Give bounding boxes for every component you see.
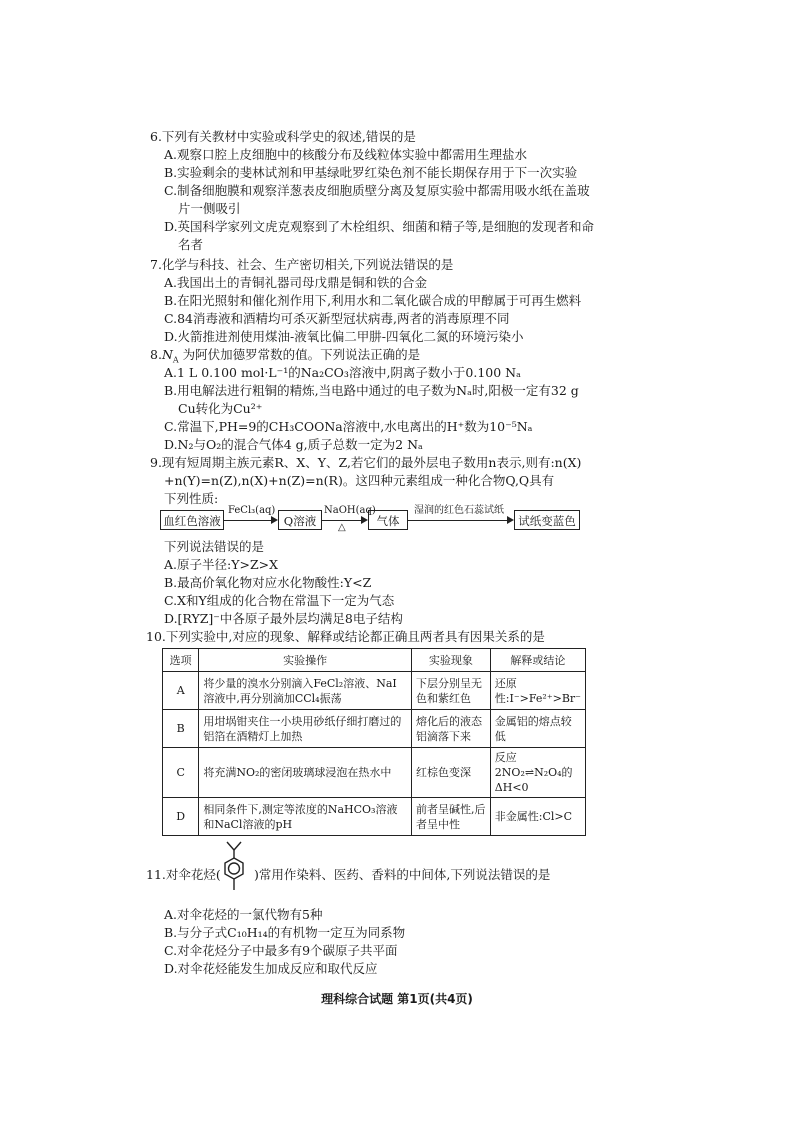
table-row xyxy=(163,672,586,710)
q6-option-b: B.实验剩余的斐林试剂和甲基绿吡罗红染色剂不能长期保存用于下一次实验 xyxy=(164,165,578,180)
flow-arrow-1 xyxy=(224,520,276,521)
q8-option-b-cont: Cu转化为Cu²⁺ xyxy=(178,401,263,416)
table-cell: 熔化后的液态铝滴落下来 xyxy=(412,710,491,748)
flow-box-paper-blue: 试纸变蓝色 xyxy=(514,510,580,530)
q11-option-d: D.对伞花烃能发生加成反应和取代反应 xyxy=(164,961,378,976)
table-cell: 还原性:I⁻>Fe²⁺>Br⁻ xyxy=(490,672,585,710)
table-cell: D xyxy=(163,798,199,836)
q11-option-b: B.与分子式C₁₀H₁₄的有机物一定互为同系物 xyxy=(164,925,406,940)
q9-option-b: B.最高价氧化物对应水化物酸性:Y<Z xyxy=(164,575,372,590)
q9-option-a: A.原子半径:Y>Z>X xyxy=(164,557,278,572)
table-header: 实验操作 xyxy=(199,649,412,672)
table-row xyxy=(163,710,586,748)
q7-option-b: B.在阳光照射和催化剂作用下,利用水和二氧化碳合成的甲醇属于可再生燃料 xyxy=(164,293,582,308)
q6-option-c-cont: 片一侧吸引 xyxy=(178,201,241,216)
q6-option-a: A.观察口腔上皮细胞中的核酸分布及线粒体实验中都需用生理盐水 xyxy=(164,147,528,162)
q6-option-d: D.英国科学家列文虎克观察到了木栓组织、细菌和精子等,是细胞的发现者和命 xyxy=(164,219,595,234)
flow-box-q-solution: Q溶液 xyxy=(278,510,322,530)
q8-stem-line: $8.N_A$ 为阿伏加德罗常数的值。下列说法正确的是 xyxy=(150,347,421,365)
q7-option-a: A.我国出土的青铜礼器司母戊鼎是铜和铁的合金 xyxy=(164,275,428,290)
q8-option-d: D.N₂与O₂的混合气体4 g,质子总数一定为2 Nₐ xyxy=(164,437,423,452)
table-cell: 将充满NO₂的密闭玻璃球浸泡在热水中 xyxy=(199,748,412,798)
table-cell: 相同条件下,测定等浓度的NaHCO₃溶液和NaCl溶液的pH xyxy=(199,798,412,836)
table-header: 选项 xyxy=(163,649,199,672)
flow-arrow-2-label: NaOH(aq) xyxy=(324,505,376,516)
q9-stem-3: 下列性质: xyxy=(164,491,219,506)
flow-arrow-2 xyxy=(322,520,366,521)
flow-arrow-3-label: 湿润的红色石蕊试纸 xyxy=(414,505,504,516)
flow-arrow-2-heat: △ xyxy=(338,522,346,533)
table-cell: 金属铝的熔点较低 xyxy=(490,710,585,748)
q7-option-d: D.火箭推进剂使用煤油-液氧比偏二甲肼-四氧化二氮的环境污染小 xyxy=(164,329,524,344)
q9-stem-2: +n(Y)=n(Z),n(X)+n(Z)=n(R)。这四种元素组成一种化合物Q,Q具有 xyxy=(164,473,555,488)
q9-option-c: C.X和Y组成的化合物在常温下一定为气态 xyxy=(164,593,395,608)
q9-option-d: D.[RYZ]⁻中各原子最外层均满足8电子结构 xyxy=(164,611,403,626)
q11-option-c: C.对伞花烃分子中最多有9个碳原子共平面 xyxy=(164,943,398,958)
q11-option-a: A.对伞花烃的一氯代物有5种 xyxy=(164,907,323,922)
q9-reaction-flow xyxy=(160,505,580,534)
q6-option-c: C.制备细胞膜和观察洋葱表皮细胞质壁分离及复原实验中都需用吸水纸在盖玻 xyxy=(164,183,590,198)
flow-box-red-solution: 血红色溶液 xyxy=(160,510,224,530)
na-symbol: N xyxy=(161,347,173,362)
q8-option-b: B.用电解法进行粗铜的精炼,当电路中通过的电子数为Nₐ时,阳极一定有32 g xyxy=(164,383,579,398)
q8-option-c: C.常温下,PH=9的CH₃COONa溶液中,水电离出的H⁺数为10⁻⁵Nₐ xyxy=(164,419,533,434)
table-header-row xyxy=(163,649,586,672)
table-cell: C xyxy=(163,748,199,798)
q8-stem: 为阿伏加德罗常数的值。下列说法正确的是 xyxy=(182,347,421,362)
q9-sub-stem: 下列说法错误的是 xyxy=(164,539,265,554)
table-cell: 非金属性:Cl>C xyxy=(490,798,585,836)
table-row xyxy=(163,798,586,836)
flow-arrow-1-label: FeCl₃(aq) xyxy=(228,505,276,516)
table-cell: 下层分别呈无色和紫红色 xyxy=(412,672,491,710)
q10-experiment-table xyxy=(162,648,586,836)
q9-stem-1: 9.现有短周期主族元素R、X、Y、Z,若它们的最外层电子数用n表示,则有:n(X) xyxy=(150,455,582,470)
flow-box-gas: 气体 xyxy=(368,510,408,530)
q11-stem-pre: 11.对伞花烃( xyxy=(146,867,221,882)
table-cell: 前者呈碱性,后者呈中性 xyxy=(412,798,491,836)
table-row xyxy=(163,748,586,798)
q6-stem: 6.下列有关教材中实验或科学史的叙述,错误的是 xyxy=(150,129,416,144)
table-cell: B xyxy=(163,710,199,748)
table-cell: 反应2NO₂⇌N₂O₄的ΔH<0 xyxy=(490,748,585,798)
table-header: 解释或结论 xyxy=(490,649,585,672)
q10-stem: 10.下列实验中,对应的现象、解释或结论都正确且两者具有因果关系的是 xyxy=(146,629,545,644)
table-cell: 将少量的溴水分别滴入FeCl₂溶液、NaI溶液中,再分别滴加CCl₄振荡 xyxy=(199,672,412,710)
flow-arrow-3 xyxy=(408,520,512,521)
q7-stem: 7.化学与科技、社会、生产密切相关,下列说法错误的是 xyxy=(150,257,454,272)
q11-stem-post: )常用作染料、医药、香料的中间体,下列说法错误的是 xyxy=(254,867,551,882)
table-cell: 用坩埚钳夹住一小块用砂纸仔细打磨过的铝箔在酒精灯上加热 xyxy=(199,710,412,748)
q8-option-a: A.1 L 0.100 mol·L⁻¹的Na₂CO₃溶液中,阴离子数小于0.100 Nₐ xyxy=(164,365,521,380)
page-footer: 理科综合试题 第1页(共4页) xyxy=(321,992,473,1006)
table-cell: A xyxy=(163,672,199,710)
q7-option-c: C.84消毒液和酒精均可杀灭新型冠状病毒,两者的消毒原理不同 xyxy=(164,311,510,326)
table-header: 实验现象 xyxy=(412,649,491,672)
table-cell: 红棕色变深 xyxy=(412,748,491,798)
q6-option-d-cont: 名者 xyxy=(178,237,204,252)
